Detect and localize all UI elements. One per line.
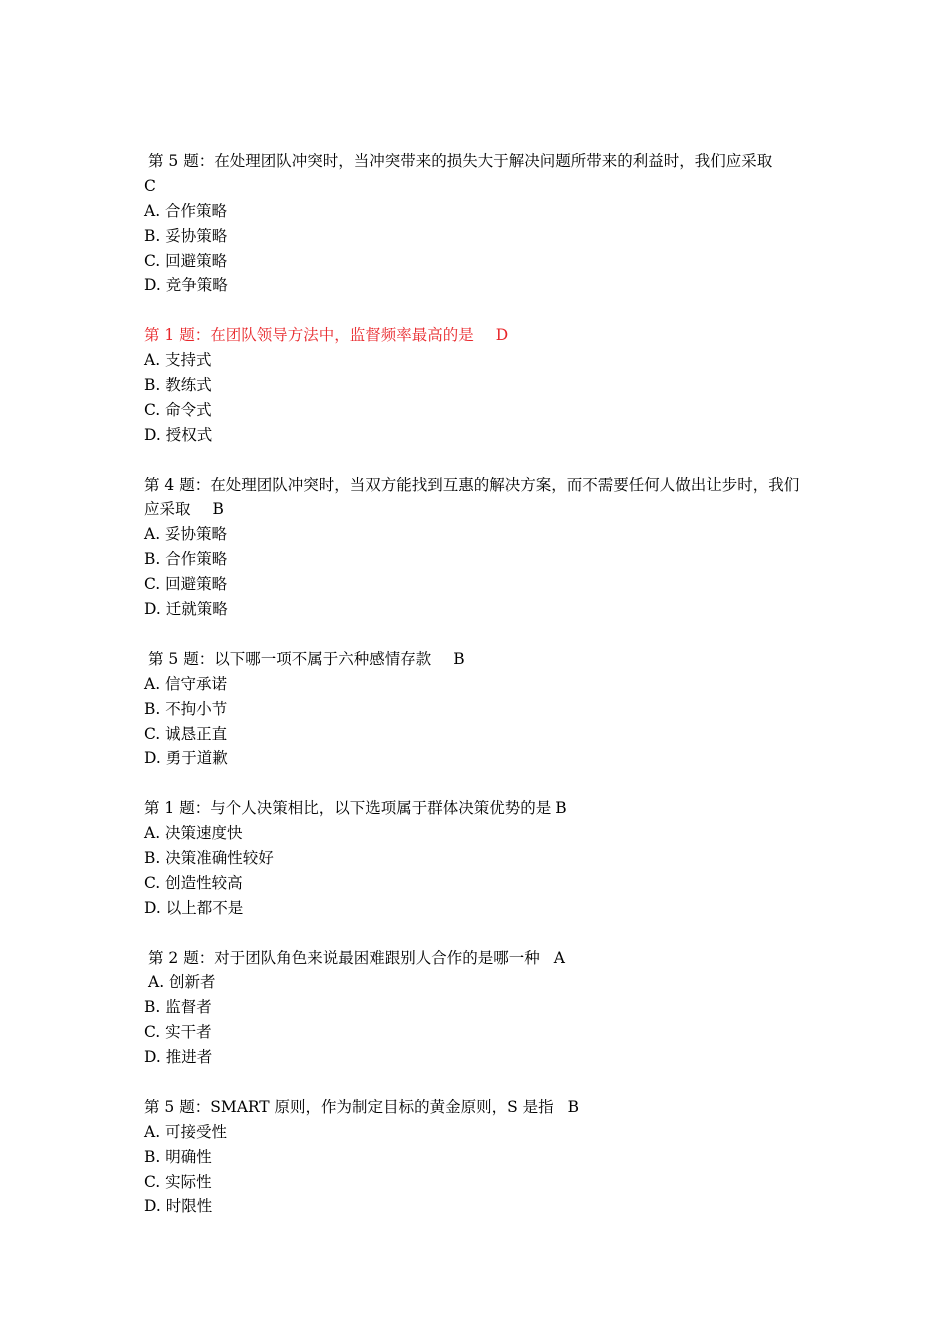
option-c: C. 回避策略 bbox=[144, 575, 228, 594]
question-block bbox=[144, 323, 810, 447]
answer-letter: C bbox=[144, 176, 156, 195]
question-list bbox=[144, 149, 810, 1244]
question-block bbox=[144, 946, 810, 1070]
question-prompt: 第 1 题：在团队领导方法中，监督频率最高的是 bbox=[144, 326, 474, 345]
question-block bbox=[144, 647, 810, 771]
question-text bbox=[144, 647, 810, 672]
question-prompt: 第 4 题：在处理团队冲突时，当双方能找到互惠的解决方案，而不需要任何人做出让步时，我们应采取 bbox=[144, 475, 800, 519]
question-text bbox=[144, 796, 810, 821]
answer-letter: B bbox=[555, 799, 567, 818]
option-d: D. 时限性 bbox=[144, 1197, 213, 1216]
option-a: A. 创新者 bbox=[148, 973, 216, 992]
question-text bbox=[144, 149, 810, 174]
option-b: B. 明确性 bbox=[144, 1147, 212, 1166]
option-c: C. 诚恳正直 bbox=[144, 724, 228, 743]
question-text bbox=[144, 1095, 810, 1120]
option-b: B. 妥协策略 bbox=[144, 226, 228, 245]
question-prompt: 第 1 题：与个人决策相比，以下选项属于群体决策优势的是 bbox=[144, 799, 552, 818]
option-d: D. 以上都不是 bbox=[144, 898, 244, 917]
option-a: A. 决策速度快 bbox=[144, 824, 243, 843]
option-a: A. 合作策略 bbox=[144, 201, 228, 220]
answer-letter: A bbox=[553, 948, 565, 967]
question-text bbox=[144, 473, 810, 523]
option-c: C. 回避策略 bbox=[144, 251, 228, 270]
question-block bbox=[144, 796, 810, 920]
option-b: B. 合作策略 bbox=[144, 550, 228, 569]
question-text bbox=[144, 946, 810, 971]
answer-letter: B bbox=[567, 1097, 579, 1116]
option-b: B. 教练式 bbox=[144, 376, 212, 395]
option-c: C. 命令式 bbox=[144, 400, 212, 419]
answer-letter: D bbox=[495, 326, 509, 345]
option-b: B. 决策准确性较好 bbox=[144, 848, 274, 867]
option-a: A. 信守承诺 bbox=[144, 674, 228, 693]
option-b: B. 不拘小节 bbox=[144, 699, 228, 718]
question-text bbox=[144, 323, 810, 348]
option-c: C. 实干者 bbox=[144, 1023, 212, 1042]
option-d: D. 推进者 bbox=[144, 1048, 213, 1067]
option-a: A. 可接受性 bbox=[144, 1122, 228, 1141]
question-prompt: 第 2 题：对于团队角色来说最困难跟别人合作的是哪一种 bbox=[148, 948, 540, 967]
option-a: A. 支持式 bbox=[144, 351, 212, 370]
option-d: D. 勇于道歉 bbox=[144, 749, 228, 768]
question-prompt: 第 5 题：以下哪一项不属于六种感情存款 bbox=[148, 649, 432, 668]
question-prompt: 第 5 题：在处理团队冲突时，当冲突带来的损失大于解决问题所带来的利益时，我们应采取 bbox=[148, 152, 773, 170]
option-d: D. 迁就策略 bbox=[144, 600, 228, 619]
option-d: D. 授权式 bbox=[144, 425, 213, 444]
answer-letter: B bbox=[453, 649, 465, 668]
option-a: A. 妥协策略 bbox=[144, 525, 228, 544]
option-c: C. 创造性较高 bbox=[144, 873, 243, 892]
question-block bbox=[144, 473, 810, 622]
question-answer bbox=[144, 174, 810, 199]
question-prompt: 第 5 题：SMART 原则，作为制定目标的黄金原则，S 是指 bbox=[144, 1097, 554, 1116]
option-c: C. 实际性 bbox=[144, 1172, 212, 1191]
option-d: D. 竞争策略 bbox=[144, 276, 228, 295]
question-block bbox=[144, 149, 810, 298]
answer-letter: B bbox=[212, 500, 224, 519]
question-block bbox=[144, 1095, 810, 1219]
option-b: B. 监督者 bbox=[144, 998, 212, 1017]
